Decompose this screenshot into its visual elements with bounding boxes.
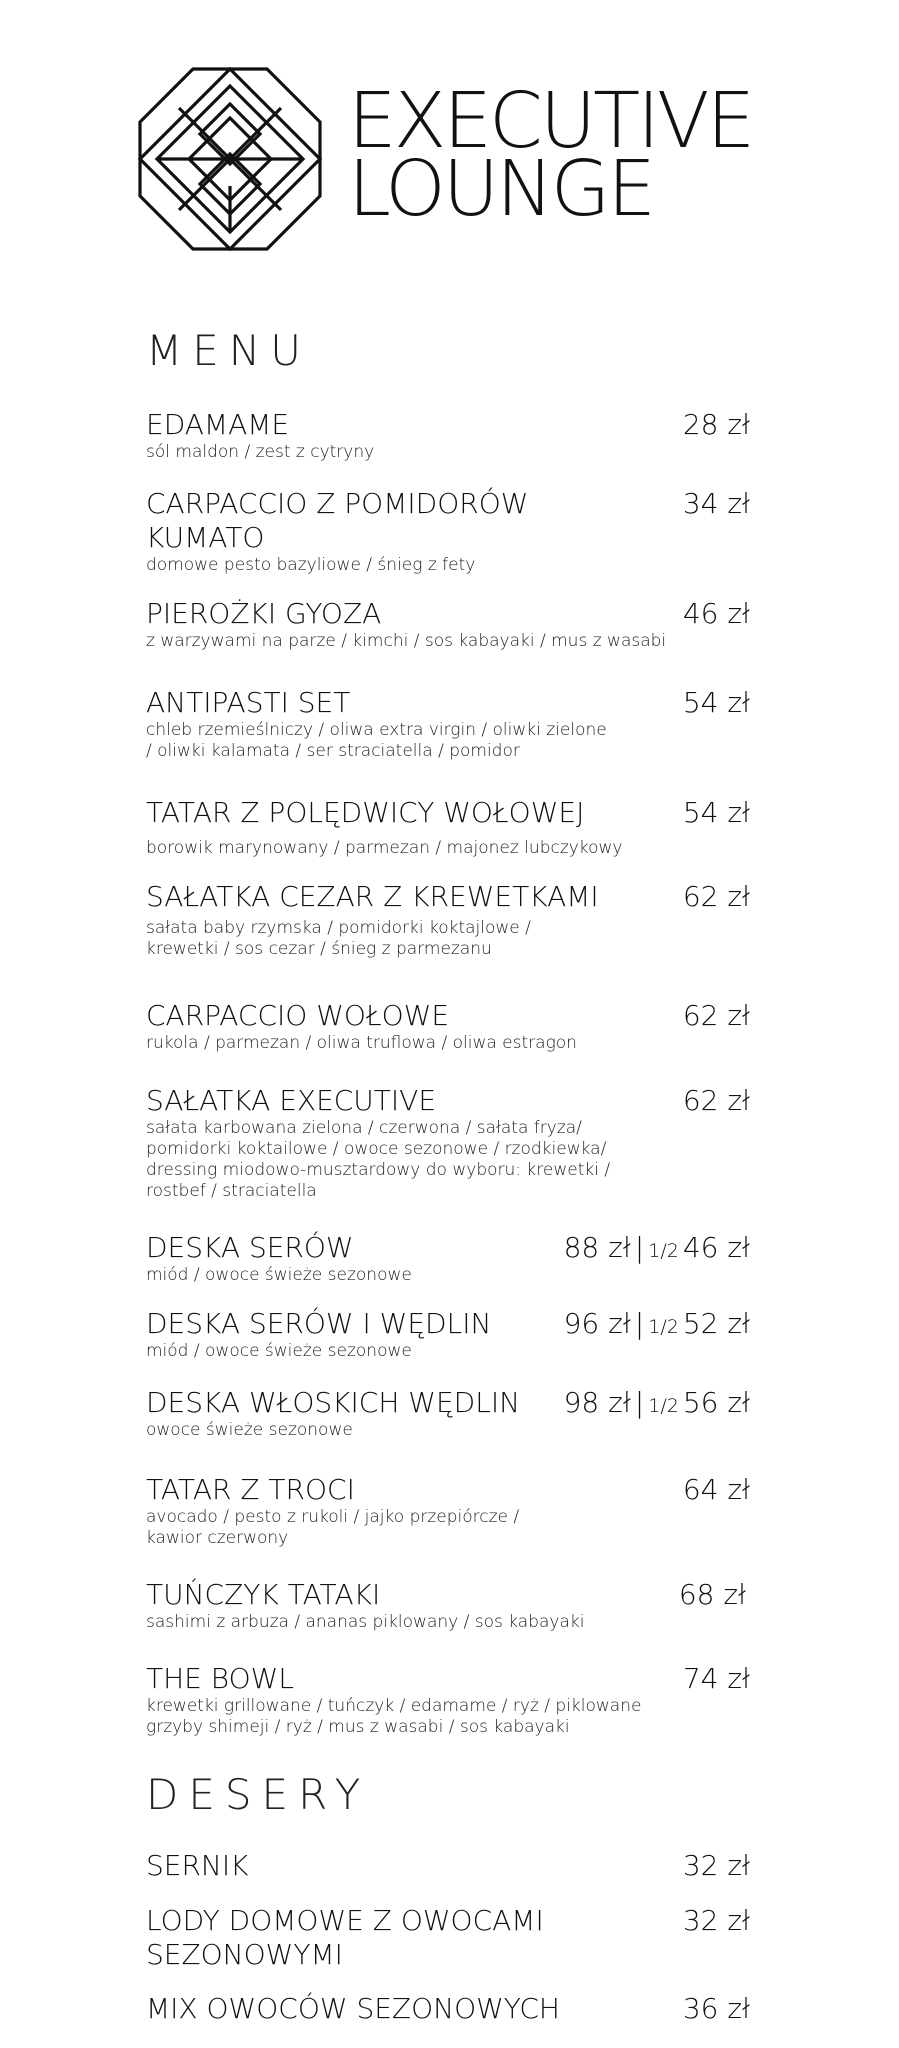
menu-item [146,597,750,652]
menu-item [146,1662,750,1738]
dessert-item [146,1992,750,2026]
price-separator: | [634,1386,645,1419]
header [0,0,899,280]
dessert-item [146,1849,750,1883]
item-description: chleb rzemieślniczy / oliwa extra virgin / oliwki zielone / oliwki kalamata / ser straciatella / pomidor [146,720,607,761]
item-name: SAŁATKA CEZAR Z KREWETKAMI [146,880,599,913]
item-price: 54 zł [682,796,750,829]
half-portion-label: 1/2 [648,1395,679,1417]
item-price-full: 98 zł [563,1386,631,1419]
item-price-full: 88 zł [563,1231,631,1264]
item-name: PIEROŻKI GYOZA [146,597,382,630]
brand-line-2: LOUNGE [348,145,654,234]
menu-item [146,686,750,762]
geometric-octagon-logo-icon [137,66,323,252]
dessert-item [146,1904,750,1972]
menu-item [146,1231,750,1286]
menu-item [146,408,750,463]
item-name: CARPACCIO Z POMIDORÓW KUMATO [146,487,529,554]
item-price: 62 zł [682,999,750,1032]
item-description: owoce świeże sezonowe [146,1420,353,1440]
item-price: 54 zł [682,686,750,719]
menu-item [146,1307,750,1362]
item-price: 74 zł [682,1662,750,1695]
menu-item [146,487,750,576]
menu-item [146,1578,750,1633]
item-description: sól maldon / zest z cytryny [146,442,375,462]
item-price-half: 52 zł [682,1307,750,1340]
half-portion-label: 1/2 [648,1316,679,1338]
item-price: 32 zł [682,1849,750,1882]
price-separator: | [634,1307,645,1340]
item-price [564,1307,750,1344]
item-price [564,1386,750,1423]
item-name: TUŃCZYK TATAKI [146,1578,381,1611]
item-price: 34 zł [682,487,750,520]
menu-section-title: MENU [146,326,311,375]
half-portion-label: 1/2 [648,1240,679,1262]
item-price-half: 56 zł [682,1386,750,1419]
item-name: SERNIK [146,1849,249,1882]
item-price-half: 46 zł [682,1231,750,1264]
item-price: 68 zł [678,1578,746,1611]
item-description: sashimi z arbuza / ananas piklowany / sos kabayaki [146,1612,585,1632]
item-price [564,1231,750,1268]
item-price: 46 zł [682,597,750,630]
menu-item [146,1386,750,1441]
item-price: 62 zł [682,1084,750,1117]
item-description: sałata karbowana zielona / czerwona / sałata fryza/ pomidorki koktailowe / owoce sezonowe / rzodkiewka/ dressing miodowo-musztardowy do wyboru: krewetki / rostbef / straciatella [146,1118,611,1201]
item-price: 36 zł [682,1992,750,2025]
item-description: sałata baby rzymska / pomidorki koktajlowe / krewetki / sos cezar / śnieg z parmezanu [146,918,531,959]
item-description: domowe pesto bazyliowe / śnieg z fety [146,555,476,575]
item-description: avocado / pesto z rukoli / jajko przepiórcze / kawior czerwony [146,1507,520,1548]
item-price: 64 zł [682,1473,750,1506]
menu-item [146,999,750,1054]
menu-item [146,1084,750,1202]
item-description: miód / owoce świeże sezonowe [146,1265,412,1285]
item-name: TATAR Z TROCI [146,1473,355,1506]
item-name: SAŁATKA EXECUTIVE [146,1084,437,1117]
item-description: rukola / parmezan / oliwa truflowa / oliwa estragon [146,1033,577,1053]
item-price: 62 zł [682,880,750,913]
menu-item [146,880,750,960]
menu-item [146,1473,750,1549]
item-name: TATAR Z POLĘDWICY WOŁOWEJ [146,796,585,829]
menu-item [146,796,750,859]
item-name: ANTIPASTI SET [146,686,351,719]
desery-section-title: DESERY [146,1770,371,1819]
item-name: MIX OWOCÓW SEZONOWYCH [146,1992,560,2025]
item-name: CARPACCIO WOŁOWE [146,999,450,1032]
price-separator: | [634,1231,645,1264]
item-price-full: 96 zł [563,1307,631,1340]
brand-name [348,77,753,234]
item-name: DESKA WŁOSKICH WĘDLIN [146,1386,521,1419]
item-description: z warzywami na parze / kimchi / sos kabayaki / mus z wasabi [146,631,667,651]
item-name: DESKA SERÓW [146,1231,354,1264]
item-description: miód / owoce świeże sezonowe [146,1341,412,1361]
item-name: THE BOWL [146,1662,294,1695]
item-name: EDAMAME [146,408,290,441]
item-price: 32 zł [682,1904,750,1937]
brand-line-1: EXECUTIVE [348,77,753,166]
item-name: LODY DOMOWE Z OWOCAMI SEZONOWYMI [146,1904,544,1971]
item-description: borowik marynowany / parmezan / majonez lubczykowy [146,838,623,858]
item-description: krewetki grillowane / tuńczyk / edamame / ryż / piklowane grzyby shimeji / ryż / mus z wasabi / sos kabayaki [146,1696,642,1737]
item-price: 28 zł [682,408,750,441]
item-name: DESKA SERÓW I WĘDLIN [146,1307,492,1340]
